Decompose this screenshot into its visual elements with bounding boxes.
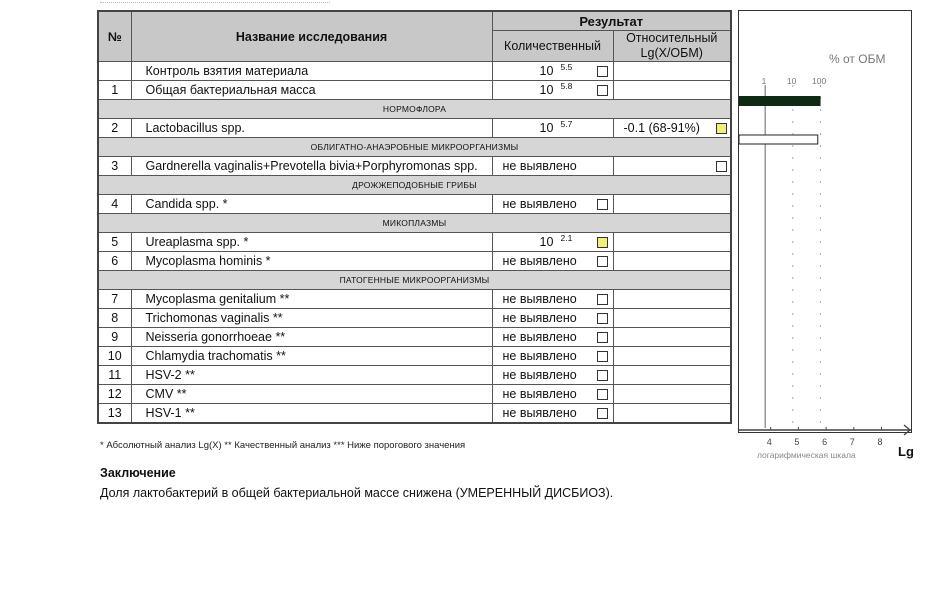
row-num: 2 (98, 119, 131, 138)
row-name: Mycoplasma hominis * (131, 252, 492, 271)
table-row (98, 347, 731, 366)
x-tick-label: 8 (877, 437, 883, 447)
row-quantitative (492, 290, 613, 309)
table-row (98, 366, 731, 385)
cut-off-header-text (100, 0, 330, 3)
table-row (98, 252, 731, 271)
section-label: ДРОЖЖЕПОДОБНЫЕ ГРИБЫ (98, 176, 731, 195)
row-name: Gardnerella vaginalis+Prevotella bivia+Porphyromonas spp. (131, 157, 492, 176)
qty-text: не выявлено (502, 387, 577, 401)
row-relative (613, 309, 731, 328)
row-relative (613, 366, 731, 385)
pct-tick-label: 1 (761, 76, 767, 86)
row-num: 1 (98, 81, 131, 100)
row-name: Ureaplasma spp. * (131, 233, 492, 252)
header-quantitative: Количественный (492, 31, 613, 62)
row-relative (613, 385, 731, 404)
status-checkbox (597, 351, 608, 362)
status-checkbox (597, 199, 608, 210)
bar-total-bacterial-mass (739, 96, 821, 106)
table-row (98, 233, 731, 252)
status-checkbox (597, 389, 608, 400)
bar-lactobacillus (739, 135, 818, 144)
pct-tick-label: 100 (812, 76, 827, 86)
row-relative (613, 62, 731, 81)
header-name: Название исследования (131, 11, 492, 62)
row-relative (613, 290, 731, 309)
row-name: Mycoplasma genitalium ** (131, 290, 492, 309)
row-quantitative (492, 252, 613, 271)
section-row (98, 214, 731, 233)
row-name: HSV-1 ** (131, 404, 492, 424)
row-num: 7 (98, 290, 131, 309)
section-row (98, 271, 731, 290)
row-relative (613, 233, 731, 252)
header-relative-line1: Относительный (626, 31, 718, 45)
row-quantitative (492, 309, 613, 328)
row-name: Candida spp. * (131, 195, 492, 214)
table-row-control (98, 62, 731, 81)
status-checkbox (597, 256, 608, 267)
status-checkbox (597, 370, 608, 381)
qty-exponent: 2.1 (560, 233, 573, 243)
row-relative (613, 81, 731, 100)
status-checkbox (597, 85, 608, 96)
table-row (98, 119, 731, 138)
row-relative (613, 157, 731, 176)
qty-base: 10 (539, 64, 554, 78)
row-name: Общая бактериальная масса (131, 81, 492, 100)
header-relative (613, 31, 731, 62)
x-tick-label: 5 (794, 437, 800, 447)
pct-tick-label: 10 (786, 76, 797, 86)
section-row (98, 100, 731, 119)
status-checkbox (597, 332, 608, 343)
x-tick-label: 4 (766, 437, 772, 447)
qty-exponent: 5.5 (560, 62, 573, 72)
row-name: Neisseria gonorrhoeae ** (131, 328, 492, 347)
section-label: ПАТОГЕННЫЕ МИКРООРГАНИЗМЫ (98, 271, 731, 290)
row-name: Chlamydia trachomatis ** (131, 347, 492, 366)
qty-text: не выявлено (502, 254, 577, 268)
row-quantitative (492, 328, 613, 347)
row-num: 10 (98, 347, 131, 366)
header-result: Результат (492, 11, 731, 31)
row-name: Lactobacillus spp. (131, 119, 492, 138)
qty-exponent: 5.7 (560, 119, 573, 129)
row-name: Trichomonas vaginalis ** (131, 309, 492, 328)
row-num: 8 (98, 309, 131, 328)
table-row (98, 81, 731, 100)
table-row (98, 290, 731, 309)
row-num: 11 (98, 366, 131, 385)
row-quantitative (492, 119, 613, 138)
qty-exponent: 5.8 (560, 81, 573, 91)
x-tick-label: 6 (822, 437, 828, 447)
relative-status-checkbox (716, 123, 727, 134)
row-name: HSV-2 ** (131, 366, 492, 385)
row-num: 3 (98, 157, 131, 176)
status-checkbox (597, 408, 608, 419)
row-quantitative (492, 347, 613, 366)
log-scale-chart (738, 10, 912, 433)
row-relative (613, 119, 731, 138)
table-row (98, 328, 731, 347)
row-num: 9 (98, 328, 131, 347)
row-quantitative (492, 385, 613, 404)
qty-text: не выявлено (502, 311, 577, 325)
row-quantitative (492, 157, 613, 176)
row-num: 13 (98, 404, 131, 424)
status-checkbox (597, 313, 608, 324)
row-quantitative (492, 366, 613, 385)
row-relative (613, 347, 731, 366)
qty-text: не выявлено (502, 368, 577, 382)
qty-text: не выявлено (502, 197, 577, 211)
row-quantitative (492, 81, 613, 100)
table-row (98, 195, 731, 214)
row-quantitative (492, 62, 613, 81)
section-label: НОРМОФЛОРА (98, 100, 731, 119)
section-row (98, 138, 731, 157)
axis-unit: Lg (898, 444, 914, 459)
chart-svg (739, 11, 911, 432)
qty-base: 10 (539, 235, 554, 249)
qty-text: не выявлено (502, 159, 577, 173)
row-name: Контроль взятия материала (131, 62, 492, 81)
table-row (98, 385, 731, 404)
row-relative (613, 252, 731, 271)
row-name: CMV ** (131, 385, 492, 404)
table-row (98, 157, 731, 176)
header-relative-line2: Lg(X/ОБМ) (640, 46, 703, 60)
pct-title: % от ОБМ (829, 52, 886, 66)
row-num (98, 62, 131, 81)
conclusion-title: Заключение (100, 466, 176, 480)
row-relative (613, 328, 731, 347)
qty-base: 10 (539, 83, 554, 97)
x-tick-label: 7 (849, 437, 855, 447)
status-checkbox (597, 237, 608, 248)
status-checkbox (597, 294, 608, 305)
row-num: 5 (98, 233, 131, 252)
header-num: № (98, 11, 131, 62)
qty-text: не выявлено (502, 330, 577, 344)
qty-base: 10 (539, 121, 554, 135)
relative-value: -0.1 (68-91%) (623, 121, 700, 135)
row-num: 6 (98, 252, 131, 271)
row-num: 12 (98, 385, 131, 404)
conclusion-text: Доля лактобактерий в общей бактериальной массе снижена (УМЕРЕННЫЙ ДИСБИОЗ). (100, 486, 614, 500)
qty-text: не выявлено (502, 406, 577, 420)
qty-text: не выявлено (502, 292, 577, 306)
status-checkbox (597, 66, 608, 77)
relative-status-checkbox (716, 161, 727, 172)
row-quantitative (492, 233, 613, 252)
row-relative (613, 404, 731, 424)
results-table (97, 10, 732, 424)
table-row (98, 404, 731, 424)
table-row (98, 309, 731, 328)
row-relative (613, 195, 731, 214)
section-label: МИКОПЛАЗМЫ (98, 214, 731, 233)
row-num: 4 (98, 195, 131, 214)
row-quantitative (492, 195, 613, 214)
row-quantitative (492, 404, 613, 424)
section-row (98, 176, 731, 195)
section-label: ОБЛИГАТНО-АНАЭРОБНЫЕ МИКРООРГАНИЗМЫ (98, 138, 731, 157)
axis-caption: логарифмическая шкала (757, 450, 856, 460)
qty-text: не выявлено (502, 349, 577, 363)
footnote: * Абсолютный анализ Lg(X) ** Качественный анализ *** Ниже порогового значения (100, 440, 466, 451)
